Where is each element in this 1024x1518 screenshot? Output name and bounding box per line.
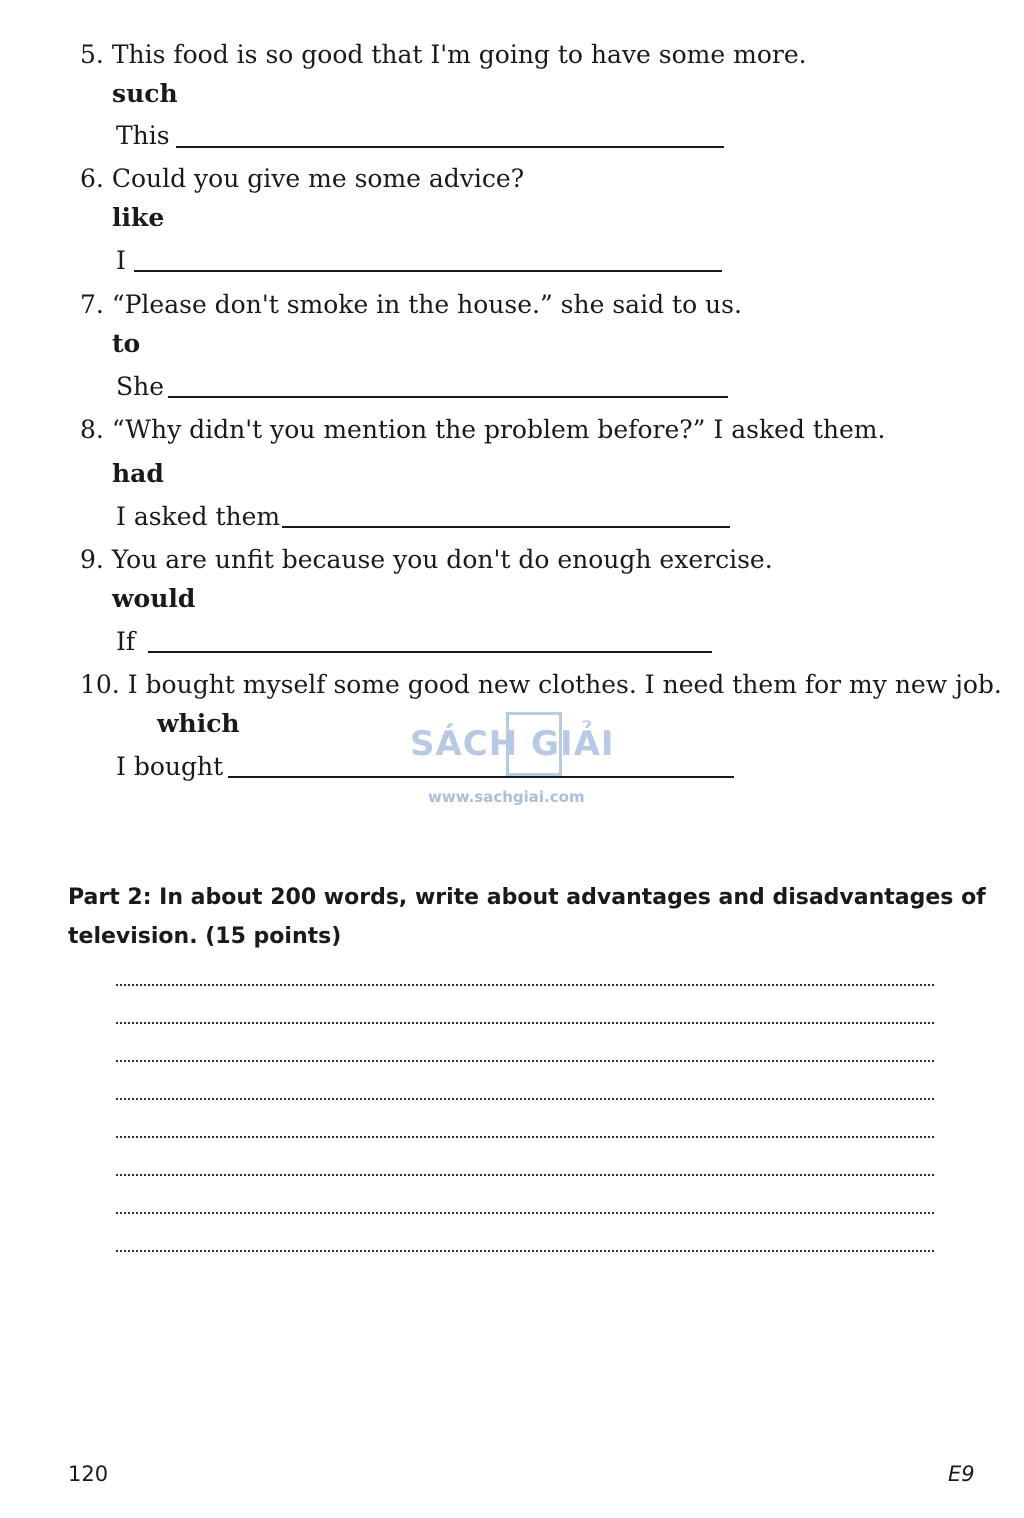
- keyword-such: such: [112, 79, 178, 108]
- keyword-to: to: [112, 329, 141, 358]
- question-prompt: “Please don't smoke in the house.” she said to us.: [111, 290, 742, 319]
- answer-blank-9[interactable]: [148, 651, 712, 653]
- answer-blank-6[interactable]: [134, 270, 722, 272]
- answer-start-6: I: [116, 246, 126, 275]
- keyword-like: like: [112, 203, 165, 232]
- question-prompt: I bought myself some good new clothes. I need them for my new job.: [127, 670, 1002, 699]
- question-5: [80, 40, 807, 70]
- question-number: 10.: [80, 670, 120, 699]
- answer-start-10: I bought: [116, 752, 224, 781]
- question-10: [80, 670, 1002, 700]
- writing-line-3[interactable]: [116, 1060, 934, 1062]
- question-number: 8.: [80, 415, 104, 444]
- keyword-would: would: [112, 584, 196, 613]
- watermark-url: www.sachgiai.com: [428, 788, 585, 806]
- answer-start-5: This: [116, 121, 170, 150]
- writing-line-1[interactable]: [116, 984, 934, 986]
- question-6: [80, 164, 524, 194]
- answer-start-7: She: [116, 372, 165, 401]
- question-number: 6.: [80, 164, 104, 193]
- writing-line-5[interactable]: [116, 1136, 934, 1138]
- question-number: 7.: [80, 290, 104, 319]
- answer-start-9: If: [116, 627, 136, 656]
- question-8: [80, 415, 885, 445]
- answer-blank-5[interactable]: [176, 146, 724, 148]
- writing-line-2[interactable]: [116, 1022, 934, 1024]
- writing-line-6[interactable]: [116, 1174, 934, 1176]
- keyword-had: had: [112, 459, 164, 488]
- question-9: [80, 545, 773, 575]
- question-prompt: Could you give me some advice?: [111, 164, 525, 193]
- question-prompt: This food is so good that I'm going to have some more.: [111, 40, 807, 69]
- question-number: 5.: [80, 40, 104, 69]
- part2-heading: Part 2: In about 200 words, write about advantages and disadvantages of television. (15 points): [68, 885, 986, 949]
- watermark-logo: SÁCH GIẢI: [410, 724, 615, 764]
- writing-line-8[interactable]: [116, 1250, 934, 1252]
- writing-line-4[interactable]: [116, 1098, 934, 1100]
- question-prompt: “Why didn't you mention the problem before?” I asked them.: [111, 415, 886, 444]
- watermark: [410, 712, 620, 812]
- question-7: [80, 290, 742, 320]
- keyword-which: which: [157, 709, 240, 738]
- question-number: 9.: [80, 545, 104, 574]
- writing-line-7[interactable]: [116, 1212, 934, 1214]
- answer-start-8: I asked them: [116, 502, 281, 531]
- book-code: E9: [948, 1462, 975, 1486]
- question-prompt: You are unfit because you don't do enough exercise.: [111, 545, 773, 574]
- answer-blank-7[interactable]: [168, 396, 728, 398]
- page-number: 120: [68, 1462, 109, 1486]
- answer-blank-8[interactable]: [282, 526, 730, 528]
